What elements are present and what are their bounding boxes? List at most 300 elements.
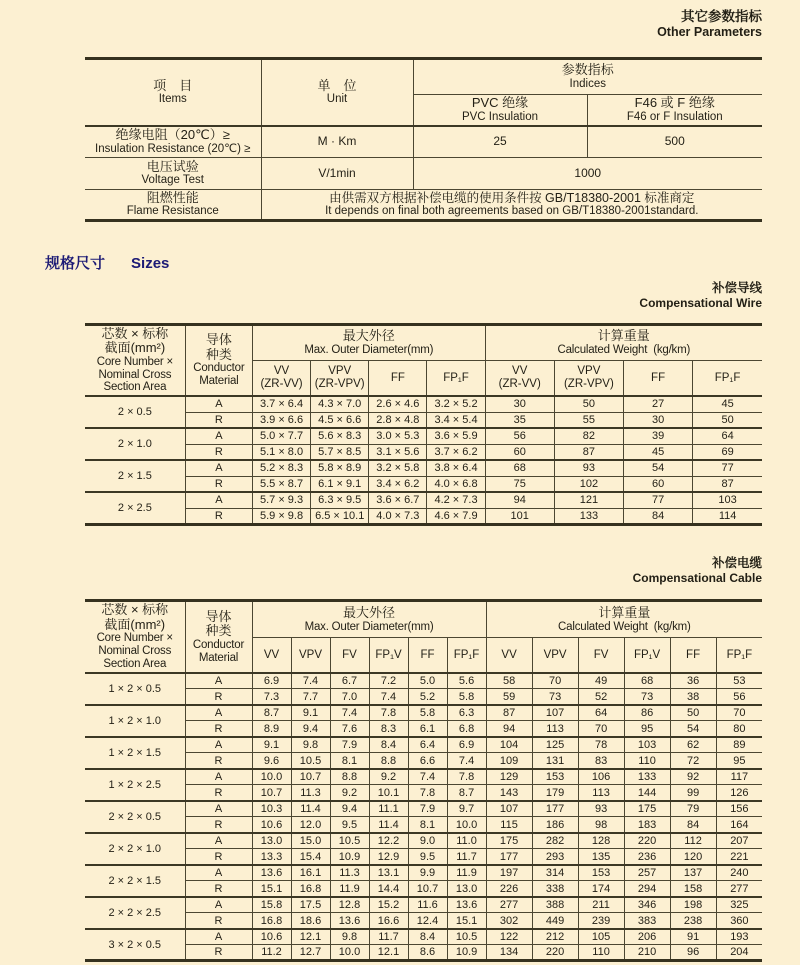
other-parameters-table xyxy=(85,57,762,222)
value-cell: 383 xyxy=(624,913,670,929)
value-cell: 13.6 xyxy=(447,897,486,913)
table-row xyxy=(85,428,762,444)
value-cell: 18.6 xyxy=(291,913,330,929)
value-cell: 112 xyxy=(670,833,716,849)
value-cell: 12.8 xyxy=(330,897,369,913)
value-cell: 68 xyxy=(624,673,670,689)
value-cell: 117 xyxy=(716,769,762,785)
column-header: VV xyxy=(252,638,291,673)
value-cell: 3.7 × 6.2 xyxy=(427,444,485,460)
value-cell: 144 xyxy=(624,785,670,801)
size-cell: 2 × 2 × 2.5 xyxy=(85,897,185,929)
value-cell: 10.6 xyxy=(252,929,291,945)
value-cell: 3.4 × 6.2 xyxy=(369,476,427,492)
column-header: FV xyxy=(578,638,624,673)
value-cell: 8.6 xyxy=(408,945,447,961)
value-cell: 15.0 xyxy=(291,833,330,849)
value-cell: 13.0 xyxy=(252,833,291,849)
value-cell: 8.8 xyxy=(330,769,369,785)
value-cell: 6.5 × 10.1 xyxy=(311,508,369,524)
value-cell: 11.1 xyxy=(369,801,408,817)
size-cell: 2 × 1.5 xyxy=(85,460,185,492)
value-cell: 174 xyxy=(578,881,624,897)
section-caption-wire: 补偿导线 Compensational Wire xyxy=(639,281,762,311)
value-cell: 11.7 xyxy=(369,929,408,945)
value-cell: 109 xyxy=(486,753,532,769)
value-cell: 257 xyxy=(624,865,670,881)
value-cell: 5.0 × 7.7 xyxy=(252,428,310,444)
value-cell: 3.9 × 6.6 xyxy=(252,412,310,428)
value-cell: 10.3 xyxy=(252,801,291,817)
value-cell: 91 xyxy=(670,929,716,945)
table-row xyxy=(85,673,762,689)
value-cell: 36 xyxy=(670,673,716,689)
value-cell: 3.1 × 5.6 xyxy=(369,444,427,460)
section-caption-cable: 补偿电缆 Compensational Cable xyxy=(632,555,762,585)
value-cell: 79 xyxy=(670,801,716,817)
value-cell: 226 xyxy=(486,881,532,897)
value-cell: 135 xyxy=(578,849,624,865)
value-cell: 500 xyxy=(587,126,762,157)
value-cell: 60 xyxy=(485,444,554,460)
value-cell: 8.1 xyxy=(330,753,369,769)
value-cell: 110 xyxy=(624,753,670,769)
value-cell: 5.2 xyxy=(408,689,447,705)
value-cell: 158 xyxy=(670,881,716,897)
material-cell: R xyxy=(185,508,252,524)
value-cell: 11.3 xyxy=(330,865,369,881)
compensational-wire-table xyxy=(85,323,762,526)
value-cell: 129 xyxy=(486,769,532,785)
value-cell: 175 xyxy=(486,833,532,849)
value-cell: 360 xyxy=(716,913,762,929)
value-cell: 134 xyxy=(486,945,532,961)
value-cell: 212 xyxy=(532,929,578,945)
value-cell: 10.9 xyxy=(447,945,486,961)
value-cell: 220 xyxy=(624,833,670,849)
row-label-flame: 阻燃性能 Flame Resistance xyxy=(85,189,261,220)
value-cell: 50 xyxy=(693,412,762,428)
value-cell: 55 xyxy=(554,412,623,428)
value-cell: 3.7 × 6.4 xyxy=(252,396,310,412)
value-cell: 137 xyxy=(670,865,716,881)
value-cell: 6.4 xyxy=(408,737,447,753)
table-row xyxy=(85,412,762,428)
value-cell: 5.0 xyxy=(408,673,447,689)
group-header-diameter: 最大外径 Max. Outer Diameter(mm) xyxy=(252,324,485,360)
table-row xyxy=(85,396,762,412)
value-cell: 133 xyxy=(554,508,623,524)
value-cell: 133 xyxy=(624,769,670,785)
material-cell: A xyxy=(185,428,252,444)
table-row xyxy=(85,849,762,865)
table-row xyxy=(85,785,762,801)
value-cell: 9.7 xyxy=(447,801,486,817)
page-title xyxy=(0,0,800,39)
compensational-cable-table xyxy=(85,599,762,962)
value-cell: 11.2 xyxy=(252,945,291,961)
table-row xyxy=(85,801,762,817)
value-cell: 449 xyxy=(532,913,578,929)
value-cell: 7.4 xyxy=(447,753,486,769)
value-cell: 8.7 xyxy=(447,785,486,801)
value-cell: 282 xyxy=(532,833,578,849)
value-cell: 9.5 xyxy=(408,849,447,865)
table-row xyxy=(85,721,762,737)
column-header-conductor: 导体 种类 Conductor Material xyxy=(185,601,252,673)
table-row xyxy=(85,476,762,492)
value-cell: 83 xyxy=(578,753,624,769)
value-cell: 2.6 × 4.6 xyxy=(369,396,427,412)
value-cell: 143 xyxy=(486,785,532,801)
column-header: VPV (ZR-VPV) xyxy=(554,360,623,396)
value-cell: 388 xyxy=(532,897,578,913)
value-cell: 95 xyxy=(716,753,762,769)
value-cell: 94 xyxy=(485,492,554,508)
value-cell: 210 xyxy=(624,945,670,961)
value-cell: 11.3 xyxy=(291,785,330,801)
value-cell: 9.2 xyxy=(369,769,408,785)
table-row xyxy=(85,865,762,881)
value-cell: 10.6 xyxy=(252,817,291,833)
value-cell: 12.2 xyxy=(369,833,408,849)
value-cell: 69 xyxy=(693,444,762,460)
value-cell: 153 xyxy=(532,769,578,785)
value-cell: 113 xyxy=(532,721,578,737)
column-header: FF xyxy=(670,638,716,673)
value-cell: 5.6 xyxy=(447,673,486,689)
value-cell: 128 xyxy=(578,833,624,849)
value-cell: 3.6 × 6.7 xyxy=(369,492,427,508)
value-cell: 10.7 xyxy=(291,769,330,785)
value-cell: 82 xyxy=(554,428,623,444)
value-cell: 84 xyxy=(623,508,692,524)
value-cell: 8.1 xyxy=(408,817,447,833)
table-row xyxy=(85,58,762,94)
column-header: FF xyxy=(369,360,427,396)
value-cell: 7.7 xyxy=(291,689,330,705)
table-row xyxy=(85,881,762,897)
value-cell: 70 xyxy=(716,705,762,721)
size-cell: 1 × 2 × 1.0 xyxy=(85,705,185,737)
row-label-insulation: 绝缘电阻（20℃）≥ Insulation Resistance (20℃) ≥ xyxy=(85,126,261,157)
value-cell: 38 xyxy=(670,689,716,705)
value-cell: 6.9 xyxy=(252,673,291,689)
value-cell: 12.1 xyxy=(291,929,330,945)
value-cell: 11.6 xyxy=(408,897,447,913)
value-cell: 4.2 × 7.3 xyxy=(427,492,485,508)
value-cell: 193 xyxy=(716,929,762,945)
value-cell: 9.8 xyxy=(330,929,369,945)
value-cell: 6.3 xyxy=(447,705,486,721)
value-cell: 3.6 × 5.9 xyxy=(427,428,485,444)
value-cell: 64 xyxy=(693,428,762,444)
value-cell: 221 xyxy=(716,849,762,865)
material-cell: R xyxy=(185,785,252,801)
table-row xyxy=(85,126,762,157)
value-cell: 240 xyxy=(716,865,762,881)
unit-cell: V/1min xyxy=(261,157,413,189)
value-cell: 6.6 xyxy=(408,753,447,769)
material-cell: R xyxy=(185,913,252,929)
value-cell: 294 xyxy=(624,881,670,897)
value-cell: 94 xyxy=(486,721,532,737)
value-cell: 131 xyxy=(532,753,578,769)
value-cell: 102 xyxy=(554,476,623,492)
value-cell: 27 xyxy=(623,396,692,412)
value-cell: 207 xyxy=(716,833,762,849)
value-cell: 11.7 xyxy=(447,849,486,865)
value-cell: 25 xyxy=(413,126,587,157)
value-cell: 5.5 × 8.7 xyxy=(252,476,310,492)
column-header: VV (ZR-VV) xyxy=(485,360,554,396)
size-cell: 2 × 2 × 0.5 xyxy=(85,801,185,833)
page-title-en: Other Parameters xyxy=(657,24,762,39)
table-row xyxy=(85,913,762,929)
value-cell: 6.3 × 9.5 xyxy=(311,492,369,508)
size-cell: 1 × 2 × 1.5 xyxy=(85,737,185,769)
value-cell: 52 xyxy=(578,689,624,705)
value-cell: 77 xyxy=(693,460,762,476)
value-cell: 7.6 xyxy=(330,721,369,737)
value-cell: 114 xyxy=(693,508,762,524)
table-row xyxy=(85,492,762,508)
value-cell: 206 xyxy=(624,929,670,945)
value-cell: 56 xyxy=(485,428,554,444)
value-cell: 11.4 xyxy=(291,801,330,817)
value-cell: 5.7 × 8.5 xyxy=(311,444,369,460)
value-cell: 115 xyxy=(486,817,532,833)
value-cell: 197 xyxy=(486,865,532,881)
value-cell: 70 xyxy=(532,673,578,689)
value-cell: 164 xyxy=(716,817,762,833)
value-cell: 175 xyxy=(624,801,670,817)
value-cell: 238 xyxy=(670,913,716,929)
material-cell: A xyxy=(185,460,252,476)
material-cell: R xyxy=(185,476,252,492)
value-cell: 10.7 xyxy=(252,785,291,801)
material-cell: A xyxy=(185,865,252,881)
value-cell: 3.8 × 6.4 xyxy=(427,460,485,476)
value-cell: 7.2 xyxy=(369,673,408,689)
value-cell: 5.8 × 8.9 xyxy=(311,460,369,476)
value-cell: 84 xyxy=(670,817,716,833)
value-cell: 314 xyxy=(532,865,578,881)
value-cell: 9.5 xyxy=(330,817,369,833)
value-cell: 93 xyxy=(578,801,624,817)
value-cell: 5.8 xyxy=(447,689,486,705)
value-cell: 78 xyxy=(578,737,624,753)
material-cell: A xyxy=(185,673,252,689)
value-cell: 15.2 xyxy=(369,897,408,913)
table-row xyxy=(85,817,762,833)
value-cell: 7.4 xyxy=(330,705,369,721)
value-cell: 16.6 xyxy=(369,913,408,929)
value-cell: 11.9 xyxy=(330,881,369,897)
value-cell: 8.7 xyxy=(252,705,291,721)
value-cell: 11.9 xyxy=(447,865,486,881)
value-cell: 4.0 × 6.8 xyxy=(427,476,485,492)
size-cell: 1 × 2 × 2.5 xyxy=(85,769,185,801)
row-label-voltage: 电压试验 Voltage Test xyxy=(85,157,261,189)
value-cell: 8.8 xyxy=(369,753,408,769)
value-cell: 98 xyxy=(578,817,624,833)
table-row xyxy=(85,945,762,961)
value-cell: 5.6 × 8.3 xyxy=(311,428,369,444)
value-cell: 122 xyxy=(486,929,532,945)
value-cell: 204 xyxy=(716,945,762,961)
value-cell: 107 xyxy=(486,801,532,817)
value-cell: 15.1 xyxy=(447,913,486,929)
value-cell: 87 xyxy=(486,705,532,721)
value-cell: 113 xyxy=(578,785,624,801)
material-cell: R xyxy=(185,881,252,897)
value-cell: 6.1 × 9.1 xyxy=(311,476,369,492)
value-cell: 7.8 xyxy=(408,785,447,801)
value-cell: 10.5 xyxy=(447,929,486,945)
table-row xyxy=(85,705,762,721)
column-header: VV (ZR-VV) xyxy=(252,360,310,396)
column-header: VPV xyxy=(291,638,330,673)
material-cell: R xyxy=(185,817,252,833)
column-header: FF xyxy=(408,638,447,673)
value-cell: 9.8 xyxy=(291,737,330,753)
value-cell: 5.2 × 8.3 xyxy=(252,460,310,476)
value-cell: 293 xyxy=(532,849,578,865)
value-cell: 8.3 xyxy=(369,721,408,737)
value-cell: 10.7 xyxy=(408,881,447,897)
value-cell: 12.1 xyxy=(369,945,408,961)
value-cell: 103 xyxy=(693,492,762,508)
value-cell: 77 xyxy=(623,492,692,508)
value-cell: 177 xyxy=(486,849,532,865)
material-cell: A xyxy=(185,897,252,913)
value-cell: 120 xyxy=(670,849,716,865)
value-cell: 4.0 × 7.3 xyxy=(369,508,427,524)
value-cell: 49 xyxy=(578,673,624,689)
value-cell: 13.0 xyxy=(447,881,486,897)
table-row xyxy=(85,444,762,460)
value-cell: 7.8 xyxy=(447,769,486,785)
column-header: FV xyxy=(330,638,369,673)
value-cell: 87 xyxy=(693,476,762,492)
column-header-f46: F46 或 F 绝缘 F46 or F Insulation xyxy=(587,94,762,126)
value-cell: 9.1 xyxy=(291,705,330,721)
material-cell: A xyxy=(185,833,252,849)
column-header: FP₁F xyxy=(716,638,762,673)
material-cell: R xyxy=(185,444,252,460)
unit-cell: M · Km xyxy=(261,126,413,157)
value-cell: 105 xyxy=(578,929,624,945)
material-cell: R xyxy=(185,721,252,737)
value-cell: 80 xyxy=(716,721,762,737)
value-cell: 15.1 xyxy=(252,881,291,897)
value-cell: 30 xyxy=(623,412,692,428)
material-cell: R xyxy=(185,689,252,705)
value-cell: 13.6 xyxy=(330,913,369,929)
table-row xyxy=(85,737,762,753)
table-row xyxy=(85,929,762,945)
table-row xyxy=(85,189,762,220)
material-cell: A xyxy=(185,396,252,412)
value-cell: 9.6 xyxy=(252,753,291,769)
table-row xyxy=(85,897,762,913)
value-cell: 56 xyxy=(716,689,762,705)
table-row xyxy=(85,324,762,360)
table-row xyxy=(85,460,762,476)
value-cell: 7.4 xyxy=(369,689,408,705)
value-cell: 12.4 xyxy=(408,913,447,929)
value-cell: 58 xyxy=(486,673,532,689)
column-header: FP₁V xyxy=(624,638,670,673)
value-cell: 10.5 xyxy=(330,833,369,849)
value-cell: 239 xyxy=(578,913,624,929)
value-cell: 1000 xyxy=(413,157,762,189)
table-row xyxy=(85,157,762,189)
value-cell: 101 xyxy=(485,508,554,524)
value-cell: 由供需双方根据补偿电缆的使用条件按 GB/T18380-2001 标准商定 It depends on final both agreements based on GB/T18380-2001standard. xyxy=(261,189,762,220)
value-cell: 13.1 xyxy=(369,865,408,881)
value-cell: 4.6 × 7.9 xyxy=(427,508,485,524)
value-cell: 62 xyxy=(670,737,716,753)
value-cell: 9.4 xyxy=(291,721,330,737)
value-cell: 7.4 xyxy=(408,769,447,785)
value-cell: 3.2 × 5.2 xyxy=(427,396,485,412)
value-cell: 3.4 × 5.4 xyxy=(427,412,485,428)
value-cell: 183 xyxy=(624,817,670,833)
value-cell: 3.2 × 5.8 xyxy=(369,460,427,476)
size-cell: 2 × 2 × 1.0 xyxy=(85,833,185,865)
value-cell: 125 xyxy=(532,737,578,753)
material-cell: R xyxy=(185,412,252,428)
value-cell: 325 xyxy=(716,897,762,913)
value-cell: 75 xyxy=(485,476,554,492)
value-cell: 68 xyxy=(485,460,554,476)
column-header-core-size: 芯数 × 标称 截面(mm²) Core Number × Nominal Cross Section Area xyxy=(85,601,185,673)
value-cell: 16.8 xyxy=(252,913,291,929)
value-cell: 99 xyxy=(670,785,716,801)
value-cell: 10.0 xyxy=(447,817,486,833)
column-header: FP₁F xyxy=(427,360,485,396)
value-cell: 39 xyxy=(623,428,692,444)
value-cell: 54 xyxy=(670,721,716,737)
column-header: FP₁F xyxy=(447,638,486,673)
section-heading-sizes: 规格尺寸 Sizes xyxy=(45,255,170,273)
value-cell: 95 xyxy=(624,721,670,737)
value-cell: 73 xyxy=(532,689,578,705)
value-cell: 5.9 × 9.8 xyxy=(252,508,310,524)
value-cell: 220 xyxy=(532,945,578,961)
column-header: VPV xyxy=(532,638,578,673)
table-row xyxy=(85,769,762,785)
table-row xyxy=(85,753,762,769)
value-cell: 15.4 xyxy=(291,849,330,865)
material-cell: A xyxy=(185,801,252,817)
page-title-zh: 其它参数指标 xyxy=(681,9,762,24)
column-header: FF xyxy=(623,360,692,396)
value-cell: 12.7 xyxy=(291,945,330,961)
value-cell: 12.9 xyxy=(369,849,408,865)
value-cell: 104 xyxy=(486,737,532,753)
value-cell: 5.7 × 9.3 xyxy=(252,492,310,508)
value-cell: 60 xyxy=(623,476,692,492)
value-cell: 338 xyxy=(532,881,578,897)
column-header-indices: 参数指标 Indices xyxy=(413,58,762,94)
value-cell: 7.4 xyxy=(291,673,330,689)
column-header-items: 项 目 Items xyxy=(85,58,261,126)
value-cell: 126 xyxy=(716,785,762,801)
value-cell: 179 xyxy=(532,785,578,801)
